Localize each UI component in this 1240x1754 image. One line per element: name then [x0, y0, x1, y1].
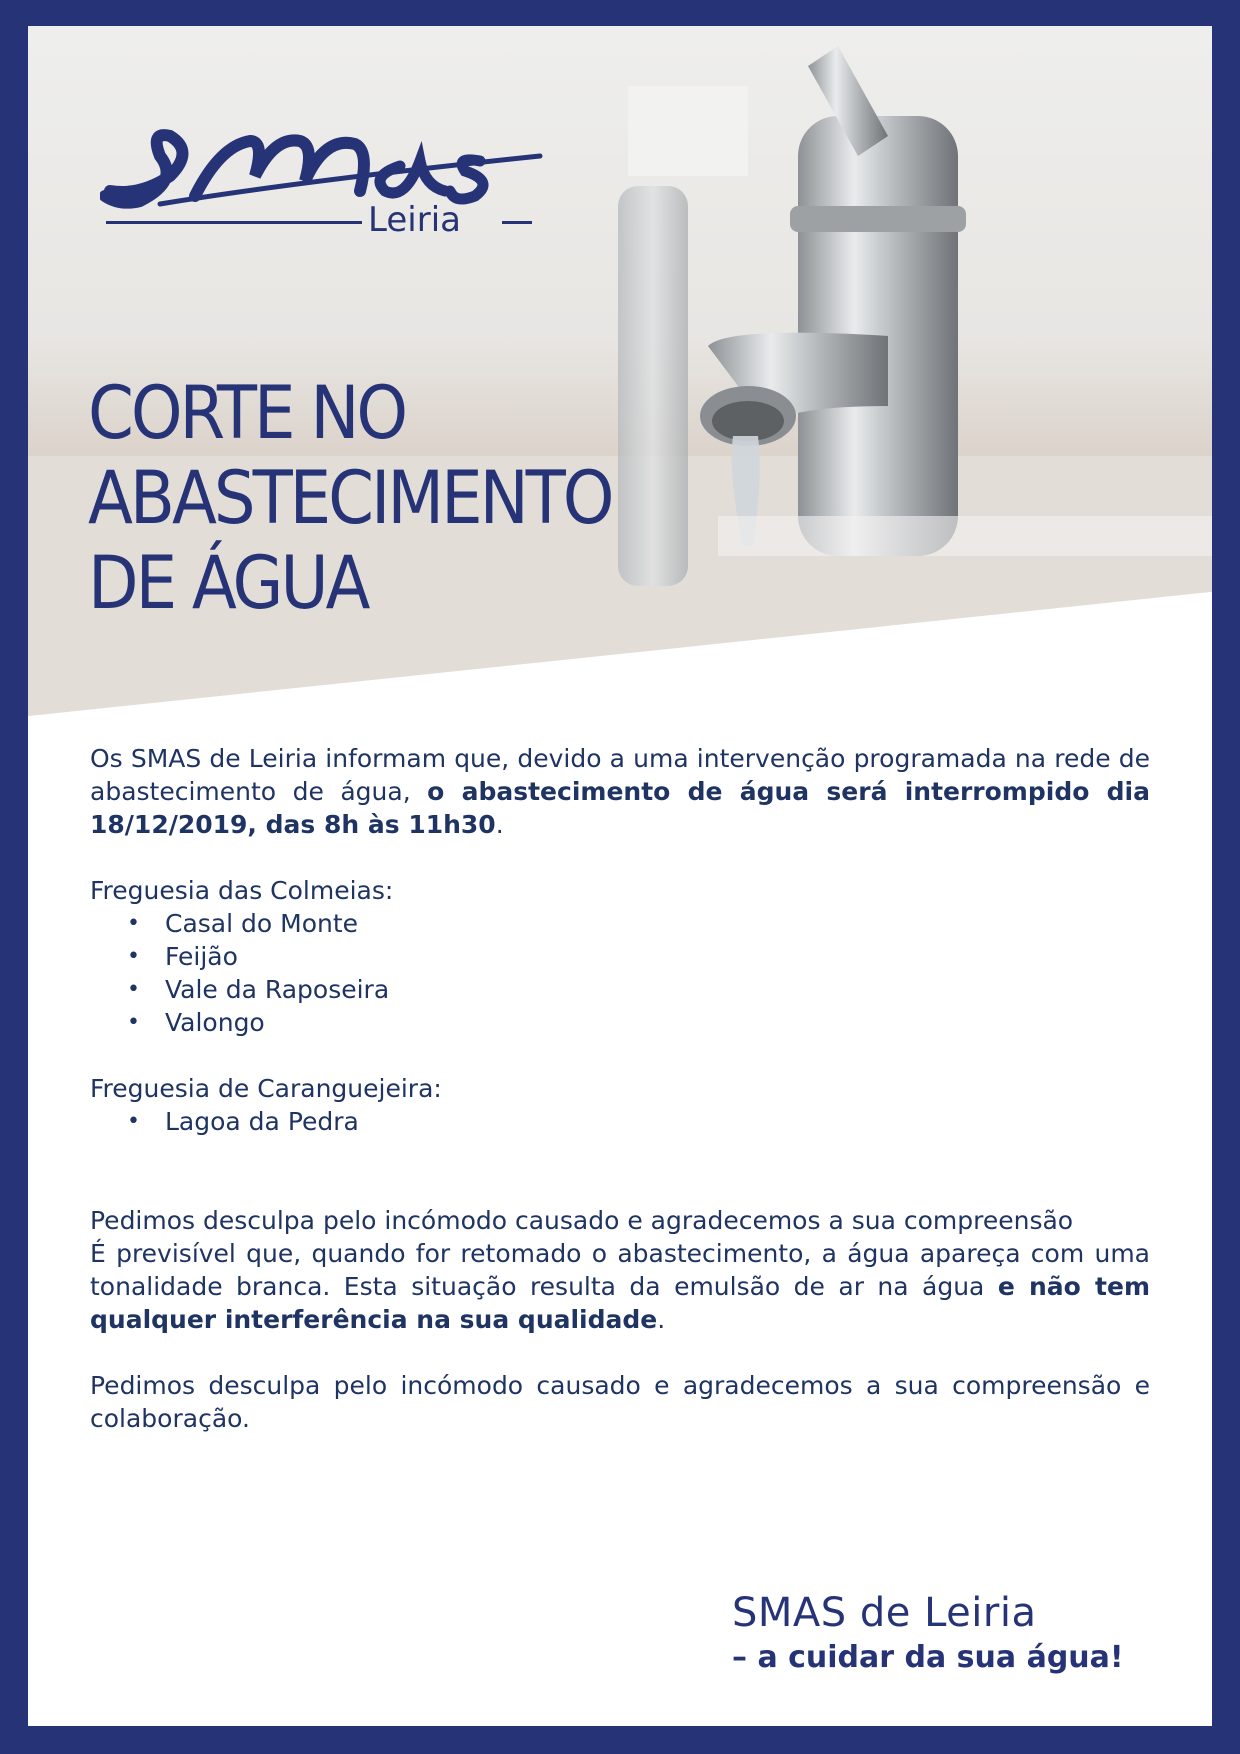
intro-end: . [495, 810, 504, 839]
logo-city-label: Leiria [368, 200, 461, 240]
headline-line-2: ABASTECIMENTO [88, 456, 612, 541]
list-item: • Lagoa da Pedra [165, 1105, 1150, 1138]
headline-line-1: CORTE NO [88, 371, 406, 456]
tagline-org: SMAS de Leiria [732, 1590, 1037, 1636]
footer-tagline [732, 1590, 1124, 1675]
smas-logo [100, 106, 550, 266]
tagline-slogan: – a cuidar da sua água! [732, 1640, 1124, 1675]
notice-text: É previsível que, quando for retomado o abastecimento, a água apareça com uma tonalidade branca. Esta situação resulta da emulsão de ar na água [90, 1239, 1150, 1301]
notice-body [90, 742, 1150, 1435]
notice-line-1: Pedimos desculpa pelo incómodo causado e agradecemos a sua compreensão [90, 1206, 1074, 1235]
intro-text: Os SMAS de Leiria informam que, devido a uma intervenção programada na rede de abastecimento de água, [90, 744, 1150, 806]
list-item: • Casal do Monte [165, 907, 1150, 940]
parish-title: Freguesia das Colmeias: [90, 876, 394, 905]
list-item: • Valongo [165, 1006, 1150, 1039]
intro-paragraph [90, 742, 1150, 841]
intro-bold-text: o abastecimento de água será interrompido dia 18/12/2019, das 8h às 11h30 [90, 777, 1150, 839]
notice-paragraph [90, 1204, 1150, 1336]
places-list [90, 1105, 1150, 1138]
smas-wordmark-logo [100, 106, 550, 216]
headline [88, 371, 611, 626]
places-list [90, 907, 1150, 1039]
parish-title: Freguesia de Caranguejeira: [90, 1074, 442, 1103]
list-item: • Feijão [165, 940, 1150, 973]
parish-group-caranguejeira [90, 1072, 1150, 1138]
logo-rule-left [106, 221, 362, 224]
notice-bold-text: e não tem qualquer interferência na sua qualidade [90, 1272, 1150, 1334]
logo-rule-right [502, 221, 532, 224]
notice-end: . [657, 1305, 666, 1334]
poster [28, 26, 1212, 1726]
closing-paragraph: Pedimos desculpa pelo incómodo causado e agradecemos a sua compreensão e colaboração. [90, 1371, 1150, 1433]
parish-group-colmeias [90, 874, 1150, 1039]
headline-line-3: DE ÁGUA [88, 541, 368, 626]
list-item: • Vale da Raposeira [165, 973, 1150, 1006]
